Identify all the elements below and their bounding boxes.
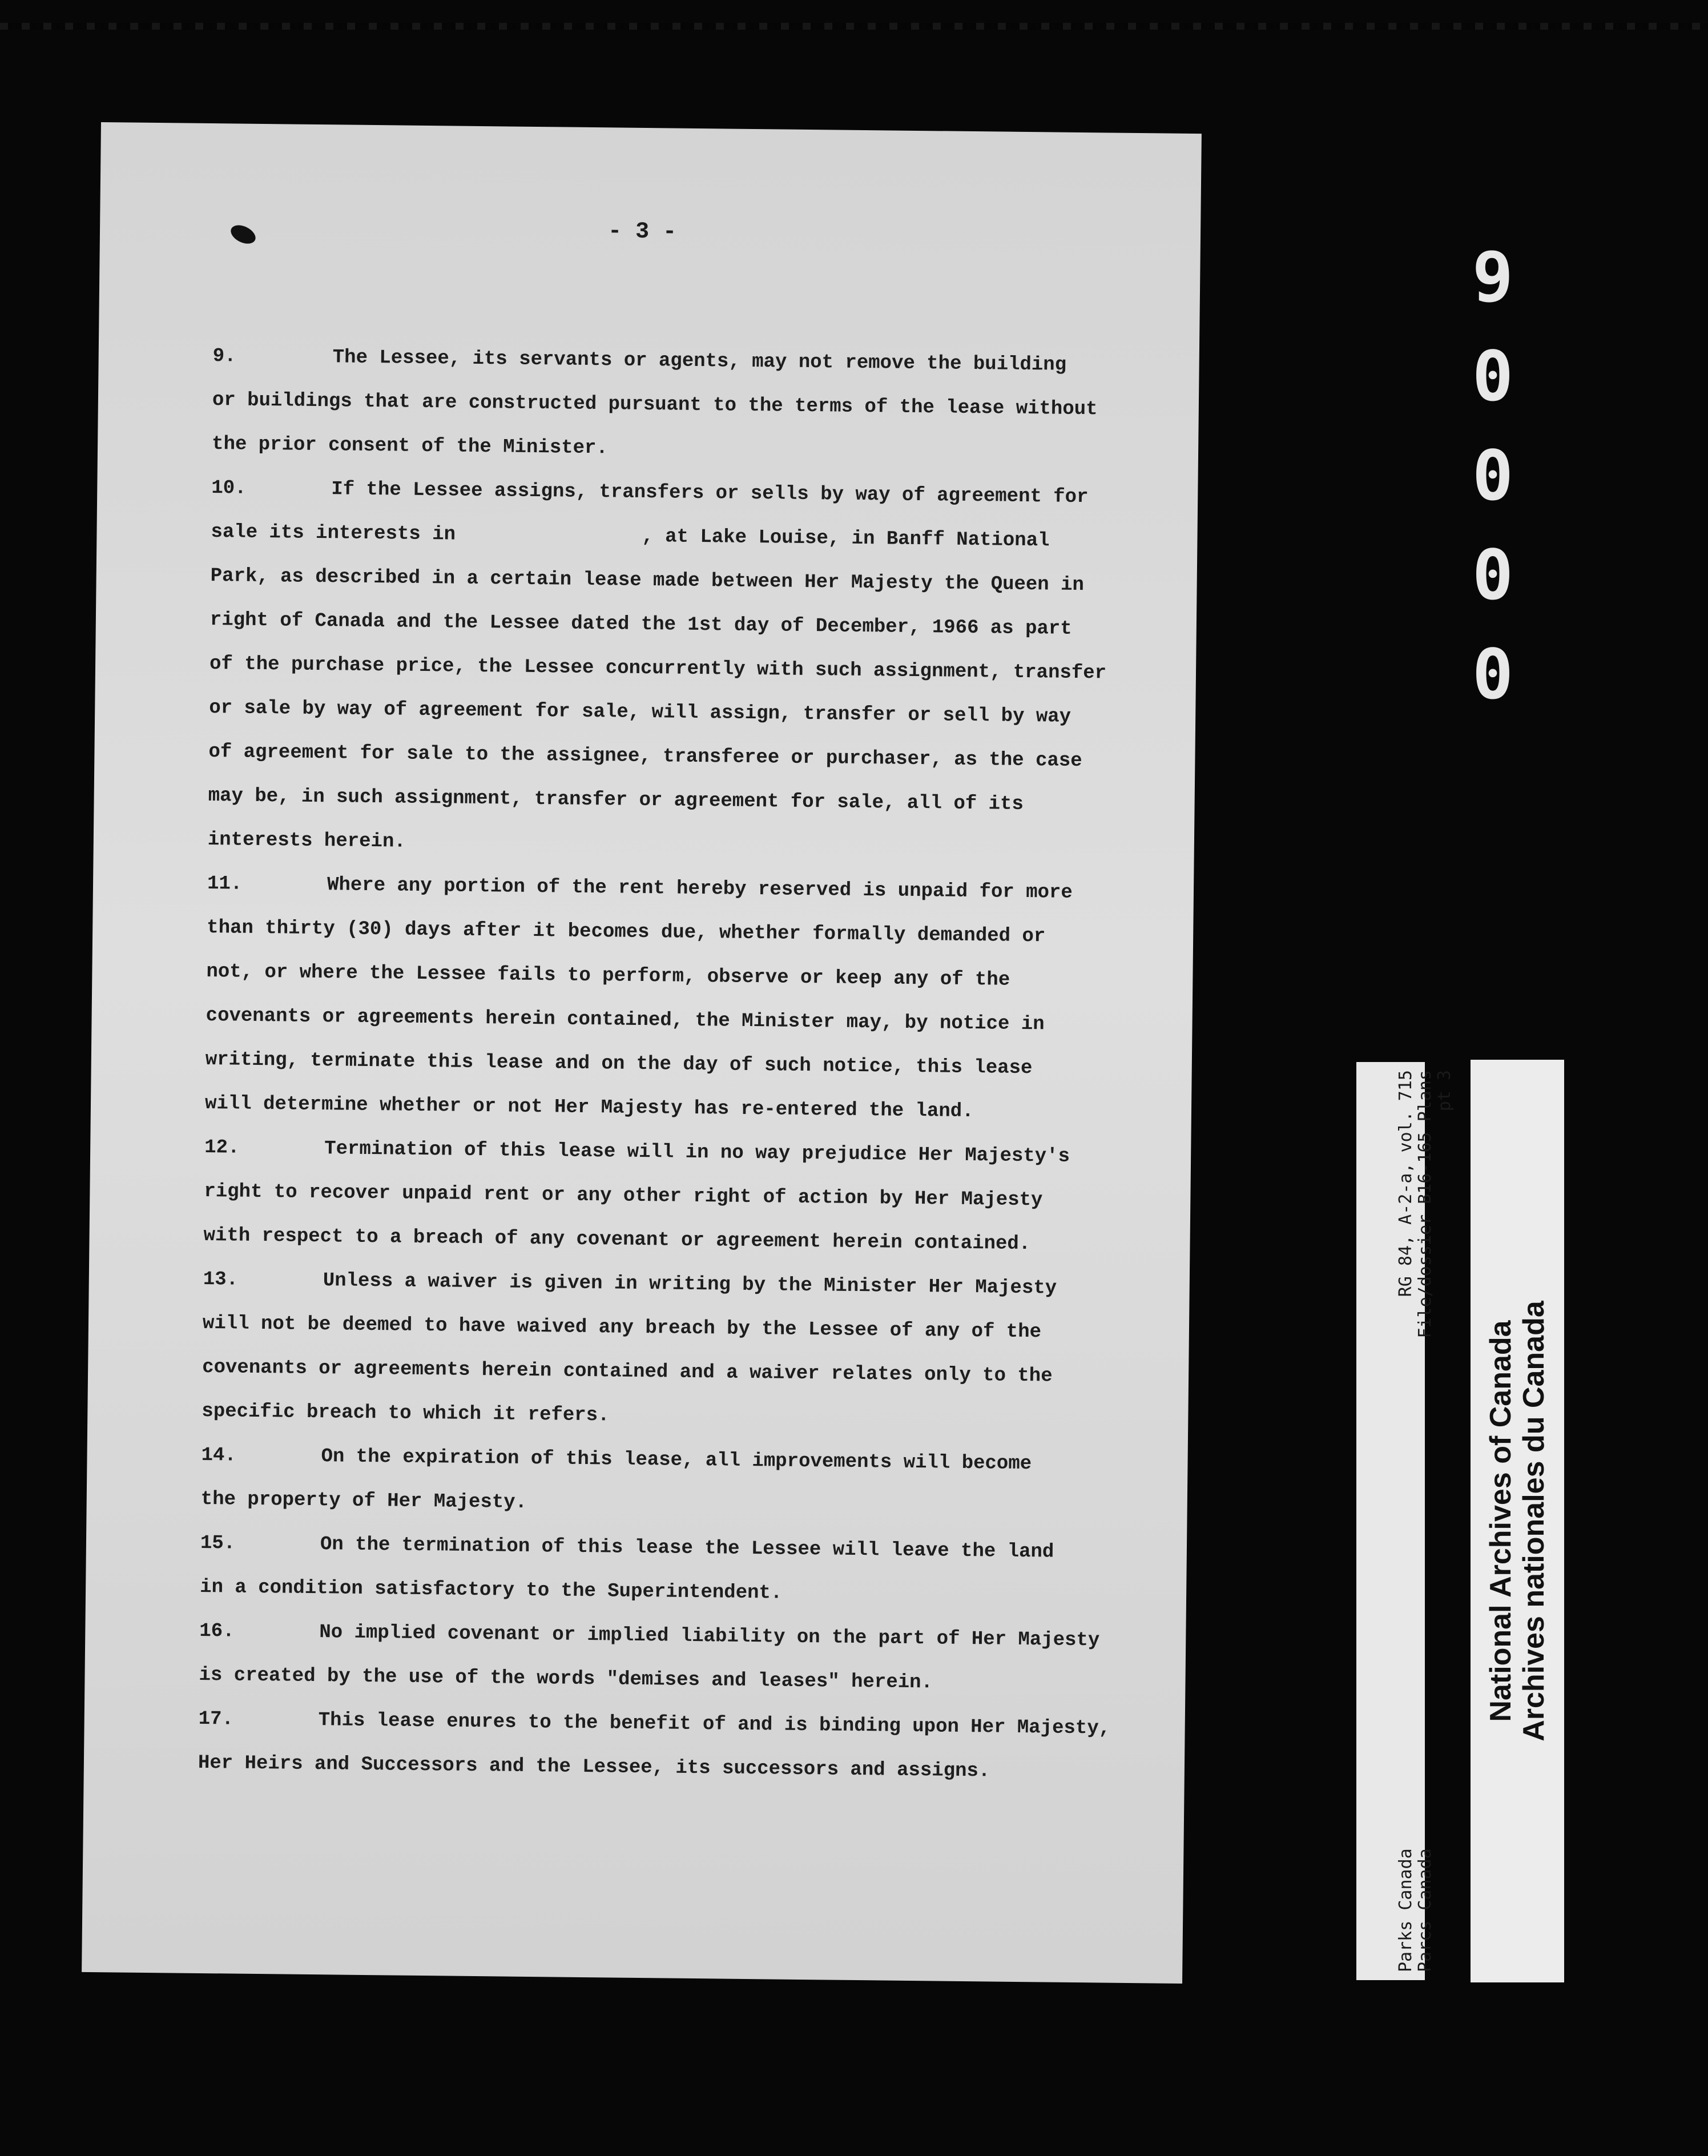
reference-line: pt 3 bbox=[1435, 1070, 1455, 1112]
parks-canada-label bbox=[1356, 1062, 1455, 1980]
clause-text: in a condition satisfactory to the Superintendent. bbox=[199, 1576, 783, 1604]
agency-line: Parks Canada bbox=[1396, 1848, 1416, 1972]
clause-text: Unless a waiver is given in writing by the Minister Her Majesty bbox=[323, 1270, 1057, 1300]
clause-text: is created by the use of the words "demises and leases" herein. bbox=[199, 1664, 933, 1694]
frame-digit: 9 bbox=[1472, 238, 1514, 317]
clause-text: Her Heirs and Successors and the Lessee, its successors and assigns. bbox=[198, 1752, 990, 1783]
page-number: - 3 - bbox=[607, 219, 677, 246]
clause-text: with respect to a breach of any covenant or agreement herein contained. bbox=[203, 1224, 1031, 1256]
clause-text: Park, as described in a certain lease made between Her Majesty the Queen in bbox=[210, 565, 1085, 597]
agency-line: Parcs Canada bbox=[1415, 1848, 1435, 1972]
clause-text: This lease enures to the benefit of and is binding upon Her Majesty, bbox=[318, 1709, 1111, 1740]
reference-line: File/dossier B16-165 Plans bbox=[1415, 1070, 1435, 1338]
clause-list bbox=[198, 335, 1161, 1795]
frame-digit: 0 bbox=[1472, 635, 1514, 715]
clause-text: the property of Her Majesty. bbox=[200, 1488, 527, 1514]
national-archives-label bbox=[1471, 1060, 1564, 1982]
clause bbox=[200, 1522, 1149, 1619]
clause-number: 17. bbox=[198, 1708, 234, 1731]
clause-text: or sale by way of agreement for sale, will assign, transfer or sell by way bbox=[209, 697, 1071, 728]
clause-text: not, or where the Lessee fails to perform, observe or keep any of the bbox=[206, 961, 1010, 991]
clause-text: will determine whether or not Her Majesty has re-entered the land. bbox=[204, 1092, 974, 1123]
clause-text: covenants or agreements herein contained and a waiver relates only to the bbox=[202, 1356, 1053, 1387]
clause-text: Termination of this lease will in no way prejudice Her Majesty's bbox=[324, 1138, 1070, 1168]
clause-number: 16. bbox=[199, 1620, 235, 1643]
clause-number: 9. bbox=[212, 345, 236, 368]
clause-text: writing, terminate this lease and on the day of such notice, this lease bbox=[205, 1048, 1033, 1080]
clause bbox=[212, 335, 1161, 476]
clause-number: 13. bbox=[203, 1268, 239, 1291]
clause bbox=[205, 862, 1155, 1136]
document-page bbox=[82, 122, 1202, 1984]
frame-number bbox=[1461, 228, 1524, 725]
clause bbox=[202, 1258, 1151, 1443]
clause-text: specific breach to which it refers. bbox=[202, 1400, 610, 1427]
clause-number: 15. bbox=[200, 1532, 236, 1555]
clause-text: right to recover unpaid rent or any other right of action by Her Majesty bbox=[204, 1180, 1043, 1212]
clause-text: right of Canada and the Lessee dated the 1st day of December, 1966 as part bbox=[210, 609, 1072, 640]
reference-line: RG 84, A-2-a, vol. 715 bbox=[1396, 1070, 1416, 1297]
clause-text: interests herein. bbox=[207, 829, 406, 853]
clause-number: 10. bbox=[211, 477, 247, 500]
clause-text: than thirty (30) days after it becomes due, whether formally demanded or bbox=[207, 917, 1046, 948]
frame-digit: 0 bbox=[1472, 437, 1514, 516]
clause-text: sale its interests in , at Lake Louise, in Banff National bbox=[211, 521, 1050, 552]
clause-text: Where any portion of the rent hereby reserved is unpaid for more bbox=[327, 874, 1073, 904]
clause-text: the prior consent of the Minister. bbox=[211, 433, 609, 460]
clause-text: On the termination of this lease the Lessee will leave the land bbox=[320, 1534, 1054, 1563]
frame-digit: 0 bbox=[1472, 536, 1514, 616]
clause bbox=[198, 1698, 1147, 1795]
clause bbox=[207, 466, 1159, 872]
clause-number: 11. bbox=[207, 873, 243, 895]
film-sprocket-edge bbox=[0, 23, 1708, 30]
frame-digit: 0 bbox=[1472, 337, 1514, 417]
clause-text: No implied covenant or implied liability on the part of Her Majesty bbox=[319, 1622, 1100, 1652]
clause-number: 12. bbox=[204, 1136, 240, 1159]
clause-text: will not be deemed to have waived any breach by the Lessee of any of the bbox=[202, 1312, 1042, 1344]
clause-text: covenants or agreements herein contained, the Minister may, by notice in bbox=[206, 1005, 1045, 1036]
clause bbox=[203, 1126, 1152, 1268]
clause-text: On the expiration of this lease, all improvements will become bbox=[321, 1446, 1032, 1475]
archives-name bbox=[1484, 1064, 1550, 1978]
clause bbox=[200, 1434, 1149, 1531]
clause-text: may be, in such assignment, transfer or agreement for sale, all of its bbox=[208, 785, 1024, 815]
clause-text: or buildings that are constructed pursuant to the terms of the lease without bbox=[212, 389, 1098, 421]
clause-text: of the purchase price, the Lessee concurrently with such assignment, transfer bbox=[209, 653, 1107, 685]
archives-line: National Archives of Canada bbox=[1484, 1320, 1517, 1722]
clause bbox=[199, 1610, 1147, 1707]
agency-block bbox=[1396, 1070, 1435, 1972]
clause-text: If the Lessee assigns, transfers or sells by way of agreement for bbox=[331, 478, 1089, 509]
clause-text: The Lessee, its servants or agents, may not remove the building bbox=[332, 347, 1067, 376]
clause-number: 14. bbox=[201, 1444, 236, 1467]
ink-blot bbox=[228, 222, 259, 247]
archives-line: Archives nationales du Canada bbox=[1517, 1301, 1550, 1741]
clause-text: of agreement for sale to the assignee, transferee or purchaser, as the case bbox=[208, 741, 1082, 773]
